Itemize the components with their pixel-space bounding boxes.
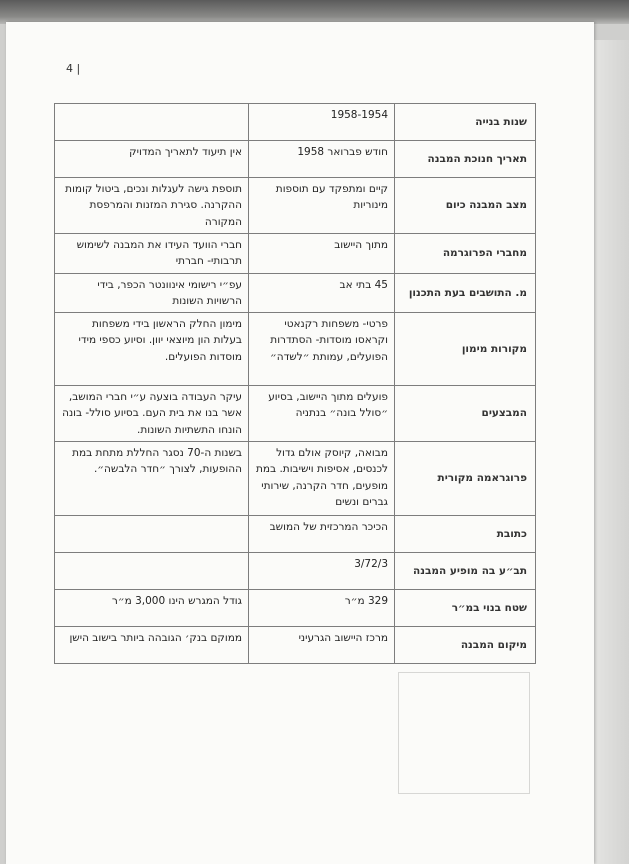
row-note: בשנות ה-70 נסגר החללת מתחת במת ההופעות, לצורך ״חדר הלבשה״. — [55, 442, 249, 516]
table-row — [55, 553, 536, 590]
table-row — [55, 516, 536, 553]
row-label: שטח בנוי במ״ר — [395, 590, 536, 627]
row-value: מרכז היישוב הגרעיני — [249, 627, 395, 664]
table-row — [55, 273, 536, 313]
table-row — [55, 313, 536, 386]
row-value: 1958-1954 — [249, 104, 395, 141]
row-note — [55, 516, 249, 553]
bleed-through-drawing — [398, 672, 530, 794]
building-info-table — [54, 103, 536, 664]
row-label: פרוגראמה מקורית — [395, 442, 536, 516]
row-note — [55, 553, 249, 590]
row-note: אין תיעוד לתאריך המדויק — [55, 141, 249, 178]
row-note: חברי הוועד העידו את המבנה לשימוש תרבותי- חברתי — [55, 234, 249, 274]
table-row — [55, 141, 536, 178]
row-value: 3/72/3 — [249, 553, 395, 590]
row-value: 45 בתי אב — [249, 273, 395, 313]
row-label: מצב המבנה כיום — [395, 178, 536, 234]
row-note: גודל המגרש הינו 3,000 מ״ר — [55, 590, 249, 627]
page-number: 4 | — [66, 62, 81, 75]
table-row — [55, 442, 536, 516]
row-label: תאריך חנוכת המבנה — [395, 141, 536, 178]
row-value: פועלים מתוך היישוב, בסיוע ״סולל בונה״ בנתניה — [249, 386, 395, 442]
row-label: מחברי הפרוגרמה — [395, 234, 536, 274]
row-label: המבצעים — [395, 386, 536, 442]
row-value: מבואה, קיוסק אולם גדול לכנסים, אסיפות וישיבות. במת מופעים, חדר הקרנה, שירותי גברים ונשים — [249, 442, 395, 516]
row-value: קיים ומתפקד עם תוספות מינוריות — [249, 178, 395, 234]
row-value: חודש פברואר 1958 — [249, 141, 395, 178]
row-label: תב״ע בה מופיע המבנה — [395, 553, 536, 590]
row-value: פרטי- משפחות רקנאטי וקראסו מוסדות- הסתדרות הפועלים, עמותת ״לשדה״ — [249, 313, 395, 386]
row-value: מתוך היישוב — [249, 234, 395, 274]
table-row — [55, 234, 536, 274]
row-label: מקורות מימון — [395, 313, 536, 386]
table-row — [55, 178, 536, 234]
row-label: מ. התושבים בעת התכנון — [395, 273, 536, 313]
scanner-edge — [0, 0, 629, 24]
row-label: שנות בנייה — [395, 104, 536, 141]
row-note: עיקר העבודה בוצעה ע״י חברי המושב, אשר בנו את בית העם. בסיוע סולל- בונה הונחו התשתיות השונות. — [55, 386, 249, 442]
row-label: מיקום המבנה — [395, 627, 536, 664]
row-label: כתובת — [395, 516, 536, 553]
table-row — [55, 386, 536, 442]
table-row — [55, 104, 536, 141]
row-value: 329 מ״ר — [249, 590, 395, 627]
table-row — [55, 627, 536, 664]
row-note: עפ״י רישומי אינוונטר הכפר, בידי הרשויות השונות — [55, 273, 249, 313]
table-row — [55, 590, 536, 627]
row-note: מימון החלק הראשון בידי משפחות בעלות הון מיוצאי יוון. וסיוע כספי מידי מוסדות הפועלים. — [55, 313, 249, 386]
row-note: תוספת גישה לעגלות ונכים, ביטול קומות ההקרנה. סגירת המזנות והמרפסת המקורה — [55, 178, 249, 234]
row-value: הכיכר המרכזית של המושב — [249, 516, 395, 553]
row-note — [55, 104, 249, 141]
row-note: ממוקם בנק׳ הגובהה ביותר בישוב הישן — [55, 627, 249, 664]
